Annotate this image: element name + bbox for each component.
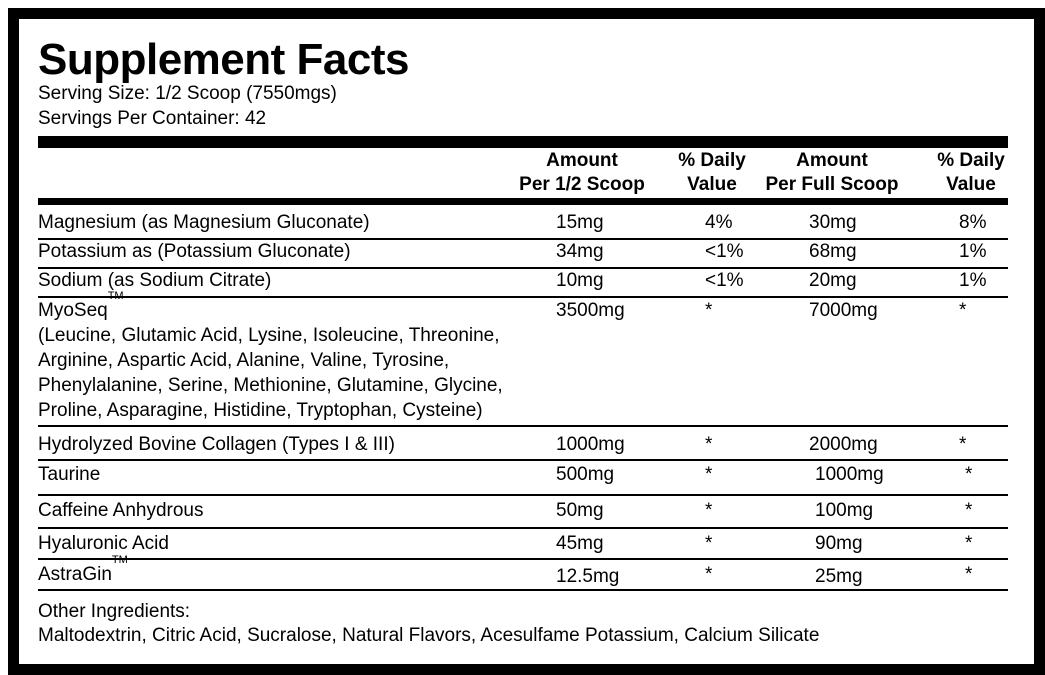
header-dv-half-line1: % Daily [678,150,746,171]
supplement-facts-panel [8,8,1045,675]
row-hyaluronic-dv-half: * [705,533,713,554]
row-caffeine-dv-full: * [965,500,973,521]
row-potassium-amount-half: 34mg [556,241,604,262]
row-sodium-name: Sodium (as Sodium Citrate) [38,270,272,291]
header-amount-half-line2: Per 1/2 Scoop [519,174,645,195]
header-dv-half [667,149,757,197]
myoseq-title: MyoSeq [38,300,108,321]
row-divider [38,527,1008,529]
other-ingredients-label: Other Ingredients: [38,601,191,622]
row-myoseq-dv-half: * [705,300,713,321]
myoseq-ingredients-line: Proline, Asparagine, Histidine, Tryptophan, Cysteine) [38,400,483,421]
row-magnesium-name: Magnesium (as Magnesium Gluconate) [38,212,370,233]
astragin-title: AstraGin [38,564,112,585]
row-astragin-amount-half: 12.5mg [556,566,620,587]
row-astragin-dv-half: * [705,564,713,585]
row-collagen-dv-half: * [705,434,713,455]
row-astragin-amount-full: 25mg [815,566,863,587]
row-potassium-dv-full: 1% [959,241,987,262]
row-myoseq-name [38,290,558,423]
row-hyaluronic-name: Hyaluronic Acid [38,533,169,554]
header-amount-full-line2: Per Full Scoop [765,174,899,195]
astragin-trademark: TM [111,554,128,566]
serving-size: Serving Size: 1/2 Scoop (7550mgs) [38,83,337,104]
row-myoseq-amount-full: 7000mg [809,300,878,321]
row-taurine-amount-half: 500mg [556,464,615,485]
servings-per-container: Servings Per Container: 42 [38,108,267,129]
myoseq-ingredients-line: Phenylalanine, Serine, Methionine, Glutamine, Glycine, [38,375,503,396]
row-hyaluronic-amount-full: 90mg [815,533,863,554]
thick-divider-top [38,136,1008,148]
row-sodium-amount-full: 20mg [809,270,857,291]
row-divider [38,589,1008,591]
header-dv-full-line2: Value [946,174,996,195]
row-collagen-name: Hydrolyzed Bovine Collagen (Types I & III) [38,434,395,455]
row-magnesium-amount-half: 15mg [556,212,604,233]
row-potassium-name: Potassium as (Potassium Gluconate) [38,241,351,262]
header-amount-full-line1: Amount [796,150,868,171]
row-collagen-amount-full: 2000mg [809,434,878,455]
row-sodium-dv-half: <1% [705,270,744,291]
row-divider [38,558,1008,560]
row-caffeine-name: Caffeine Anhydrous [38,500,204,521]
row-potassium-amount-full: 68mg [809,241,857,262]
header-dv-full [927,149,1015,197]
thick-divider-header [38,198,1008,205]
row-magnesium-amount-full: 30mg [809,212,857,233]
row-astragin-name [38,554,128,587]
myoseq-ingredients-line: Arginine, Aspartic Acid, Alanine, Valine, Tyrosine, [38,350,450,371]
row-sodium-amount-half: 10mg [556,270,604,291]
row-divider [38,494,1008,496]
row-magnesium-dv-full: 8% [959,212,987,233]
header-amount-full [752,149,912,197]
row-hyaluronic-dv-full: * [965,533,973,554]
row-taurine-dv-half: * [705,464,713,485]
row-hyaluronic-amount-half: 45mg [556,533,604,554]
row-magnesium-dv-half: 4% [705,212,733,233]
header-amount-half-line1: Amount [546,150,618,171]
row-divider [38,425,1008,427]
row-myoseq-dv-full: * [959,300,967,321]
myoseq-trademark: TM [107,290,124,302]
header-dv-full-line1: % Daily [937,150,1005,171]
row-potassium-dv-half: <1% [705,241,744,262]
header-dv-half-line2: Value [687,174,737,195]
myoseq-ingredients-line: (Leucine, Glutamic Acid, Lysine, Isoleucine, Threonine, [38,325,500,346]
row-collagen-amount-half: 1000mg [556,434,625,455]
header-amount-half [502,149,662,197]
row-divider [38,459,1008,461]
row-taurine-amount-full: 1000mg [815,464,884,485]
row-caffeine-dv-half: * [705,500,713,521]
row-astragin-dv-full: * [965,564,973,585]
row-myoseq-amount-half: 3500mg [556,300,625,321]
panel-title: Supplement Facts [38,35,409,84]
row-sodium-dv-full: 1% [959,270,987,291]
row-taurine-name: Taurine [38,464,101,485]
other-ingredients-text: Maltodextrin, Citric Acid, Sucralose, Natural Flavors, Acesulfame Potassium, Calcium Silicate [38,625,820,646]
row-collagen-dv-full: * [959,434,967,455]
row-caffeine-amount-full: 100mg [815,500,874,521]
row-caffeine-amount-half: 50mg [556,500,604,521]
row-taurine-dv-full: * [965,464,973,485]
